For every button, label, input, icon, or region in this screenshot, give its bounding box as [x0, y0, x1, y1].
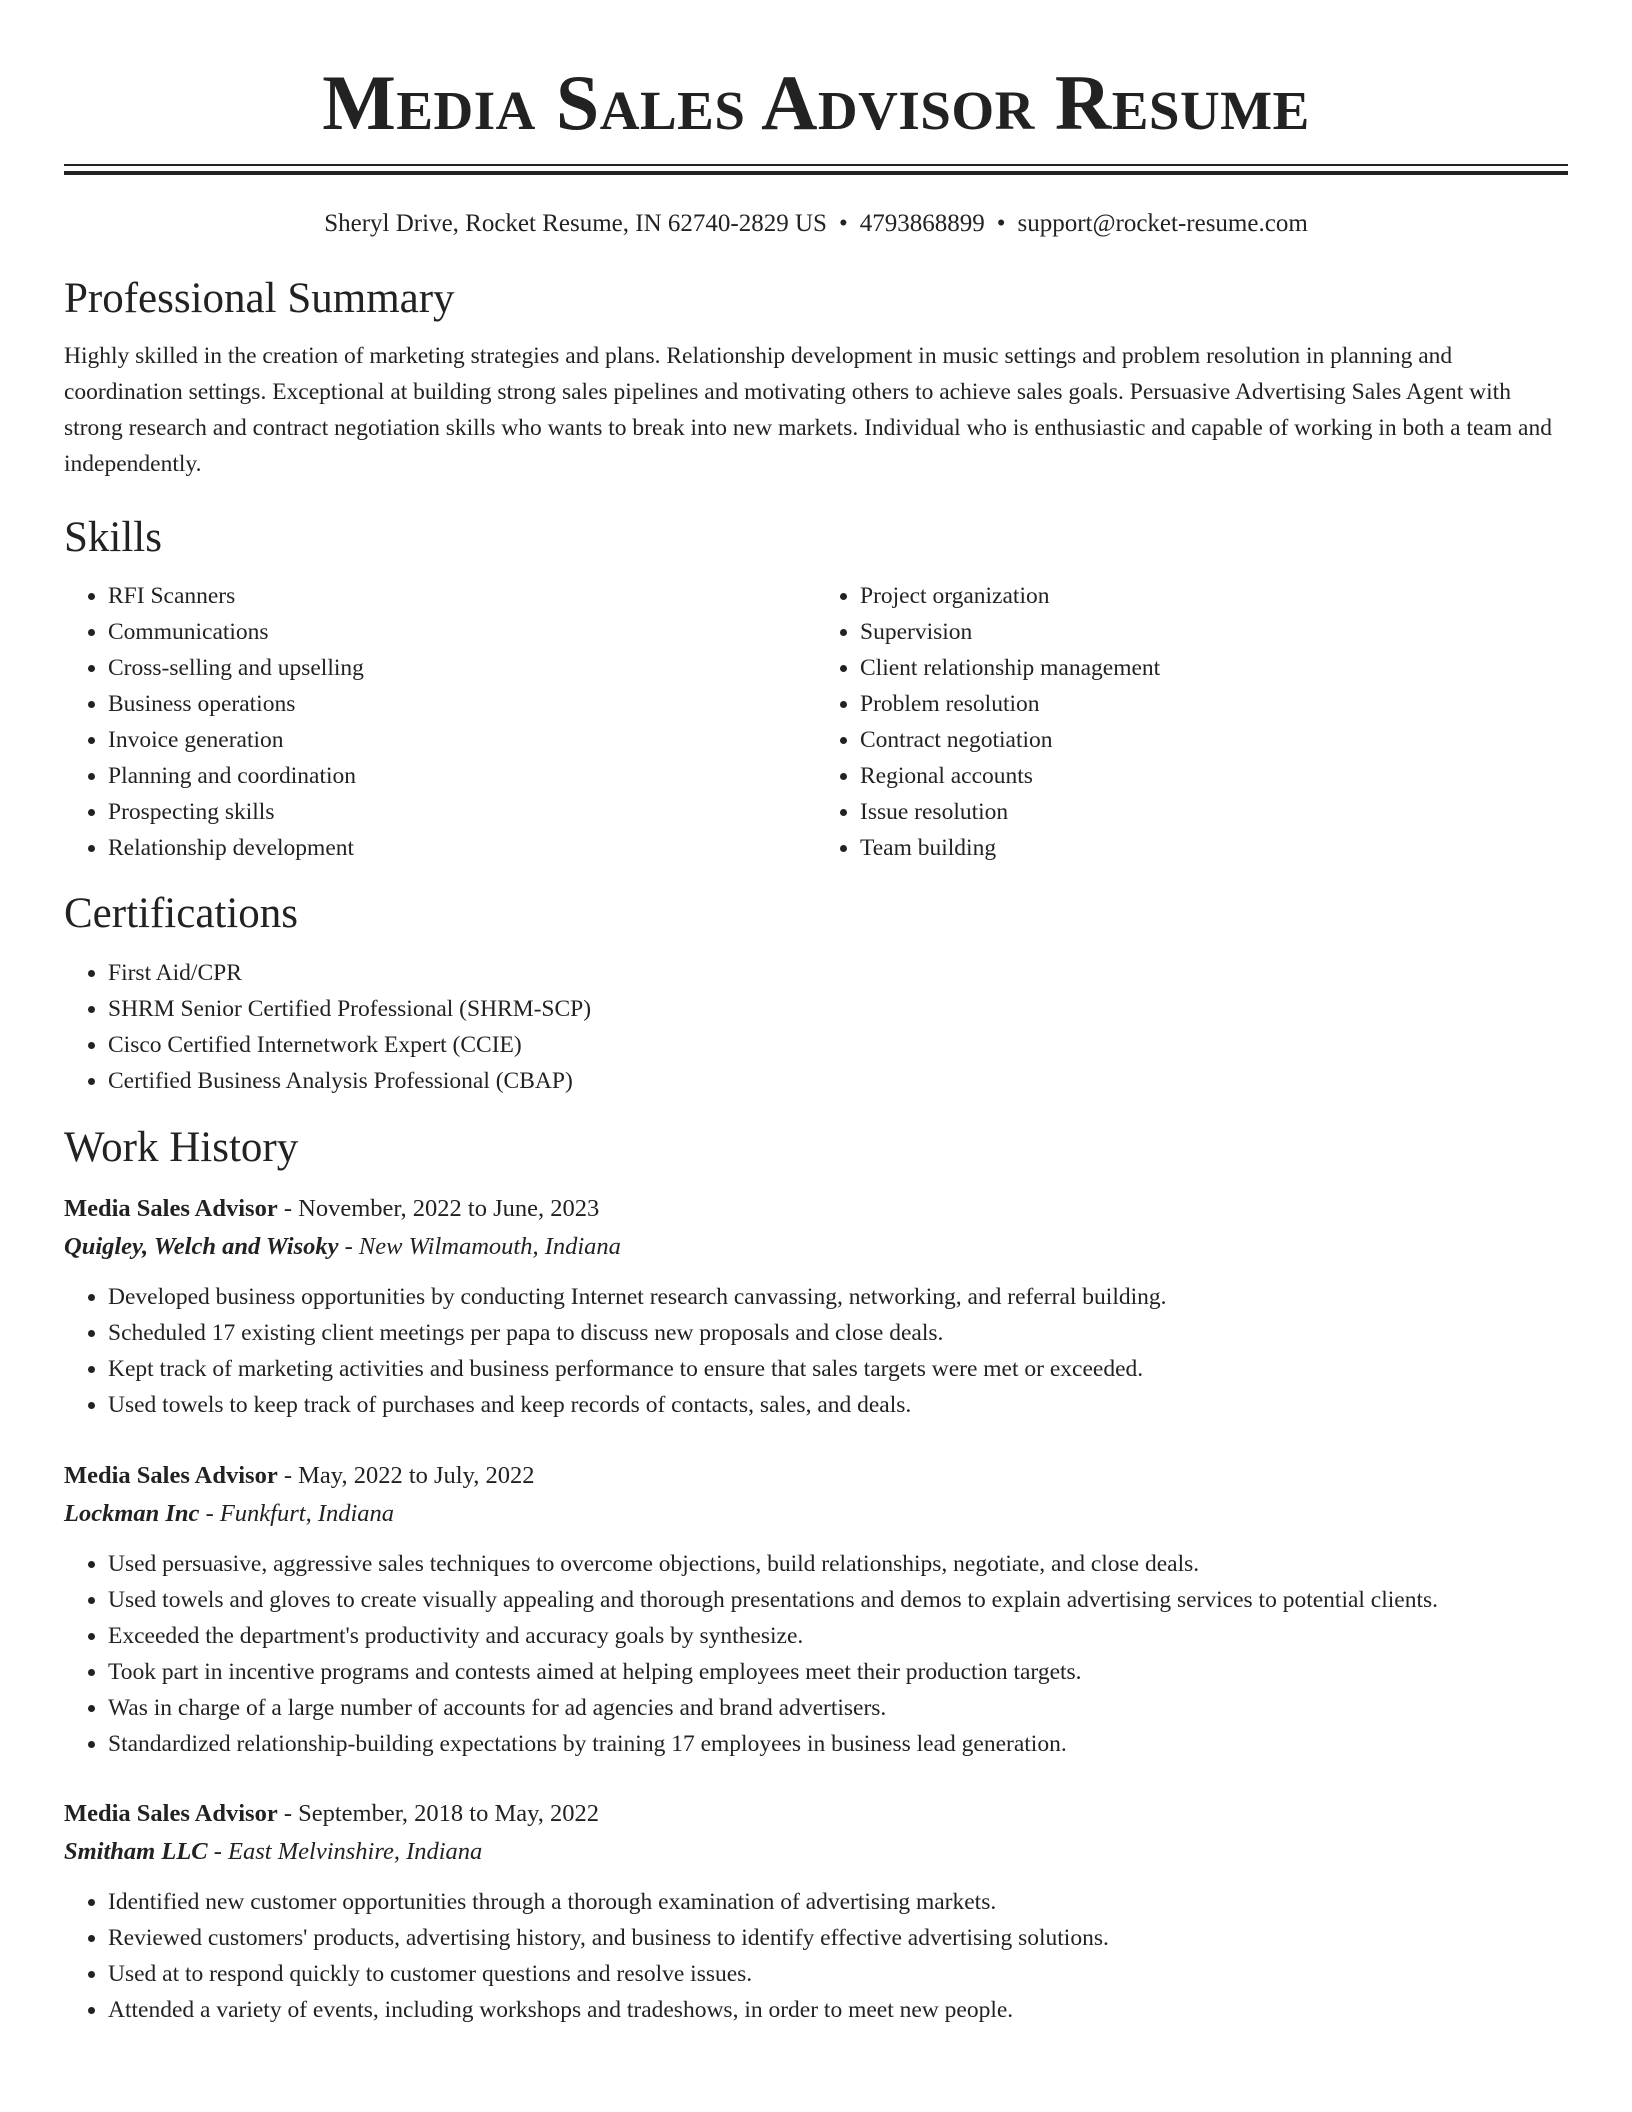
certification-item: • First Aid/CPR — [108, 955, 1568, 991]
job-employer — [64, 1228, 1568, 1266]
skill-item: • Prospecting skills — [108, 794, 816, 830]
job-company: Smitham LLC — [64, 1838, 208, 1865]
skill-item: • Communications — [108, 614, 816, 650]
job-duty: • Attended a variety of events, including workshops and tradeshows, in order to meet new people. — [108, 1992, 1568, 2028]
work-history-section — [64, 1123, 1568, 2028]
work-history-heading: Work History — [64, 1124, 299, 1171]
skill-item: • Cross-selling and upselling — [108, 650, 816, 686]
resume-title: Media Sales Advisor Resume — [322, 59, 1310, 146]
job-duty: • Used at to respond quickly to customer questions and resolve issues. — [108, 1956, 1568, 1992]
contact-line — [64, 209, 1568, 239]
contact-email: support@rocket-resume.com — [1017, 210, 1308, 237]
summary-heading: Professional Summary — [64, 275, 455, 322]
job-dates: - November, 2022 to June, 2023 — [277, 1195, 600, 1222]
skill-item: • Issue resolution — [860, 794, 1568, 830]
skill-item: • Planning and coordination — [108, 758, 816, 794]
title-double-rule — [64, 164, 1568, 175]
job-role: Media Sales Advisor — [64, 1800, 278, 1827]
skill-item: • Problem resolution — [860, 686, 1568, 722]
job-dates: - September, 2018 to May, 2022 — [277, 1800, 600, 1827]
job-company: Quigley, Welch and Wisoky — [64, 1233, 339, 1260]
contact-address: Sheryl Drive, Rocket Resume, IN 62740-2829 US — [324, 210, 827, 237]
summary-text: Highly skilled in the creation of marketing strategies and plans. Relationship development in music settings and problem resolution in planning and coordination settings. Exceptional at building strong sales pipelines and motivating others to achieve sales goals. Persuasive Advertising Sales Agent with strong research and contract negotiation skills who wants to break into new markets. Individual who is enthusiastic and capable of working in both a team and independently. — [64, 343, 1552, 477]
resume-page — [64, 0, 1568, 2028]
certification-item: • Cisco Certified Internetwork Expert (CCIE) — [108, 1027, 1568, 1063]
job-employer — [64, 1833, 1568, 1871]
job-entry — [64, 1457, 1568, 1762]
certification-item: • SHRM Senior Certified Professional (SHRM-SCP) — [108, 991, 1568, 1027]
job-duties-list — [64, 1546, 1568, 1762]
job-duty: • Took part in incentive programs and contests aimed at helping employees meet their production targets. — [108, 1654, 1568, 1690]
skill-item: • Contract negotiation — [860, 722, 1568, 758]
job-duty: • Was in charge of a large number of accounts for ad agencies and brand advertisers. — [108, 1690, 1568, 1726]
job-role: Media Sales Advisor — [64, 1195, 278, 1222]
skill-item: • Regional accounts — [860, 758, 1568, 794]
contact-separator: • — [838, 210, 848, 237]
skill-item: • RFI Scanners — [108, 578, 816, 614]
skill-item: • Supervision — [860, 614, 1568, 650]
job-location: - New Wilmamouth, Indiana — [338, 1233, 621, 1260]
job-duty: • Kept track of marketing activities and business performance to ensure that sales targets were met or exceeded. — [108, 1351, 1568, 1387]
job-header — [64, 1190, 1568, 1228]
skill-item: • Invoice generation — [108, 722, 816, 758]
job-header — [64, 1457, 1568, 1495]
certification-item: • Certified Business Analysis Professional (CBAP) — [108, 1063, 1568, 1099]
skills-right-list — [816, 578, 1568, 866]
contact-separator: • — [996, 210, 1006, 237]
job-duties-list — [64, 1884, 1568, 2028]
job-location: - Funkfurt, Indiana — [199, 1500, 395, 1527]
certifications-section — [64, 889, 1568, 1099]
job-duty: • Used persuasive, aggressive sales techniques to overcome objections, build relationships, negotiate, and close deals. — [108, 1546, 1568, 1582]
skill-item: • Client relationship management — [860, 650, 1568, 686]
job-duty: • Used towels and gloves to create visually appealing and thorough presentations and demos to explain advertising services to potential clients. — [108, 1582, 1568, 1618]
job-duties-list — [64, 1279, 1568, 1423]
skills-grid — [64, 578, 1568, 866]
job-dates: - May, 2022 to July, 2022 — [277, 1462, 535, 1489]
job-duty: • Scheduled 17 existing client meetings per papa to discuss new proposals and close deals. — [108, 1315, 1568, 1351]
certifications-heading: Certifications — [64, 890, 299, 937]
skill-item: • Business operations — [108, 686, 816, 722]
skills-section — [64, 513, 1568, 866]
job-entry — [64, 1795, 1568, 2028]
skill-item: • Team building — [860, 830, 1568, 866]
job-duty: • Standardized relationship-building expectations by training 17 employees in business lead generation. — [108, 1726, 1568, 1762]
job-duty: • Reviewed customers' products, advertising history, and business to identify effective advertising solutions. — [108, 1920, 1568, 1956]
certifications-list — [64, 955, 1568, 1099]
job-duty: • Exceeded the department's productivity and accuracy goals by synthesize. — [108, 1618, 1568, 1654]
job-duty: • Developed business opportunities by conducting Internet research canvassing, networking, and referral building. — [108, 1279, 1568, 1315]
skill-item: • Relationship development — [108, 830, 816, 866]
job-employer — [64, 1495, 1568, 1533]
skills-heading: Skills — [64, 514, 162, 561]
job-duty: • Identified new customer opportunities through a thorough examination of advertising markets. — [108, 1884, 1568, 1920]
job-entry — [64, 1190, 1568, 1423]
summary-section — [64, 274, 1568, 482]
job-location: - East Melvinshire, Indiana — [207, 1838, 483, 1865]
skill-item: • Project organization — [860, 578, 1568, 614]
job-header — [64, 1795, 1568, 1833]
contact-phone: 4793868899 — [859, 210, 985, 237]
skills-left-list — [64, 578, 816, 866]
job-company: Lockman Inc — [64, 1500, 200, 1527]
job-duty: • Used towels to keep track of purchases and keep records of contacts, sales, and deals. — [108, 1387, 1568, 1423]
job-role: Media Sales Advisor — [64, 1462, 278, 1489]
